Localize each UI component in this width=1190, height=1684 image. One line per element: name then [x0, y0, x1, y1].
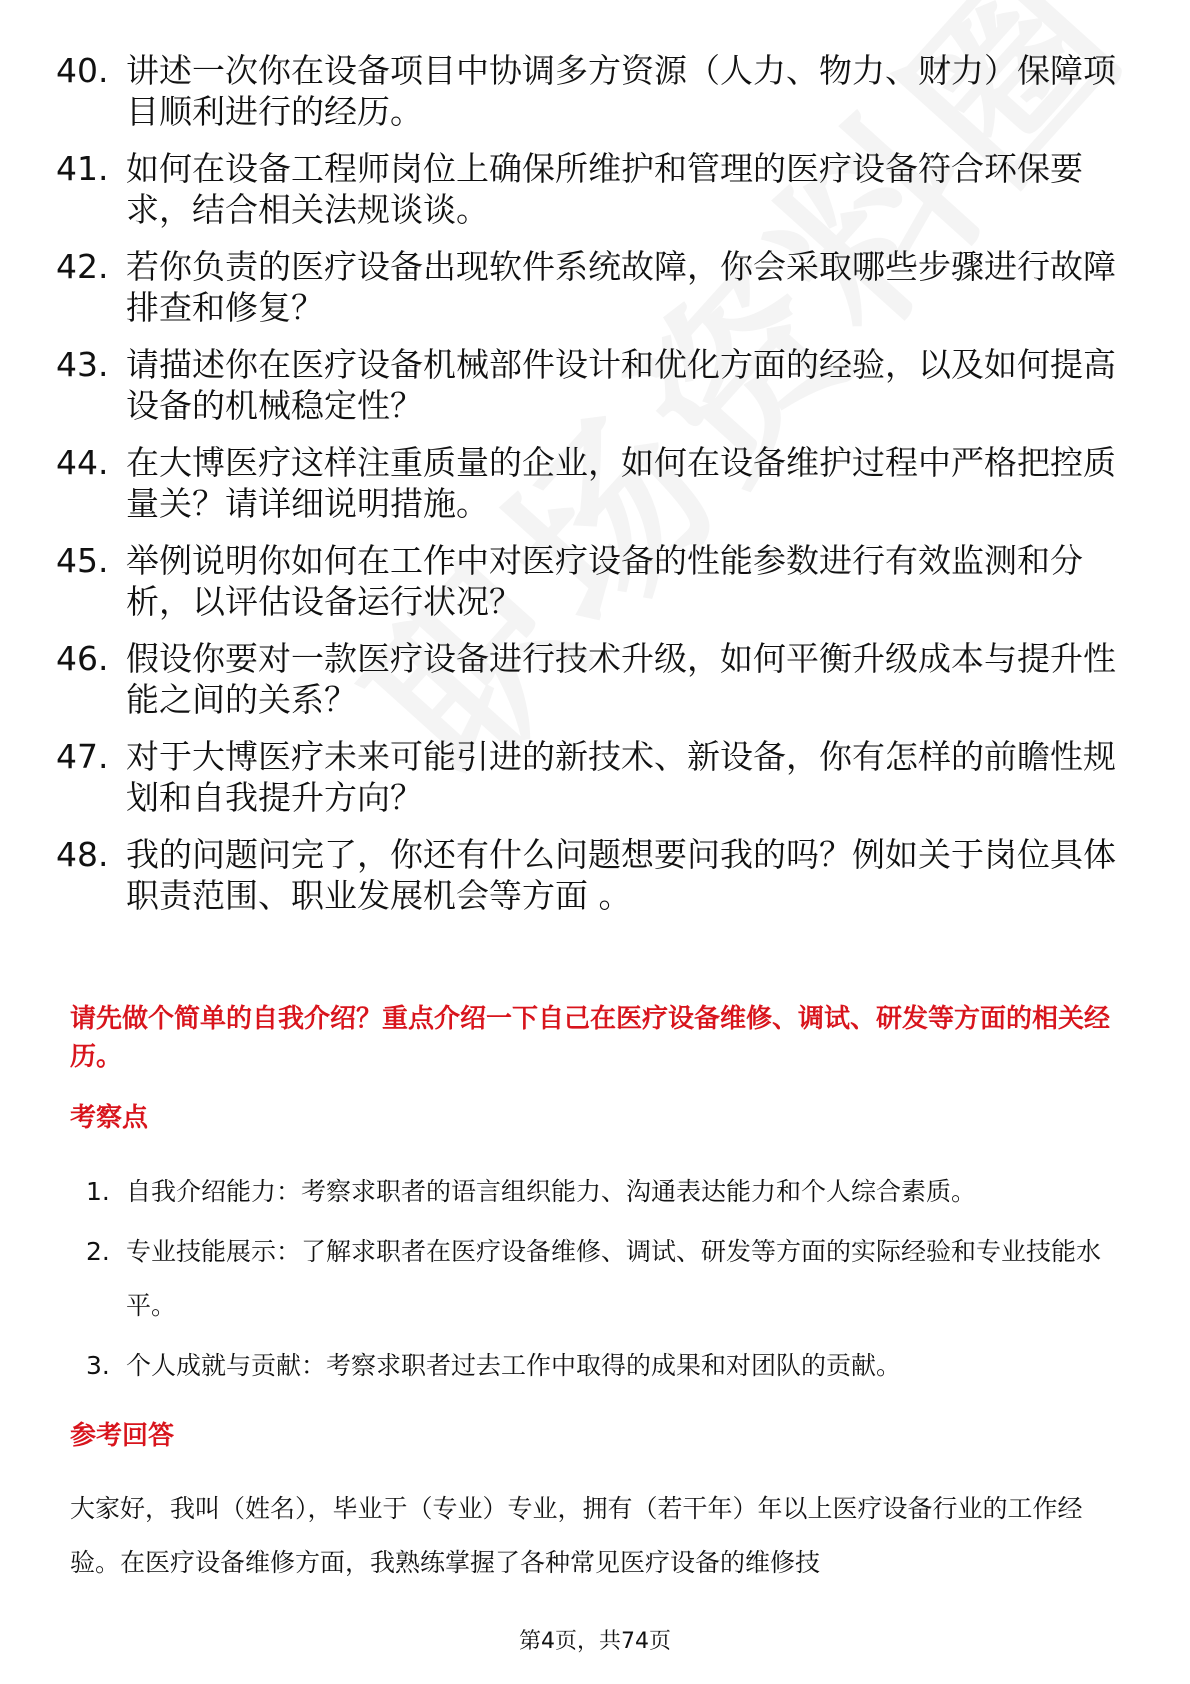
question-item — [56, 344, 1136, 426]
question-item — [56, 540, 1136, 622]
question-number: 41. — [56, 149, 109, 188]
question-text: 若你负责的医疗设备出现软件系统故障，你会采取哪些步骤进行故障排查和修复？ — [126, 247, 1116, 327]
question-text: 举例说明你如何在工作中对医疗设备的性能参数进行有效监测和分析，以评估设备运行状况？ — [126, 541, 1083, 621]
question-list — [56, 50, 1136, 932]
question-number: 43. — [56, 345, 109, 384]
question-number: 42. — [56, 247, 109, 286]
exam-point-number: 3. — [86, 1351, 110, 1380]
question-number: 45. — [56, 541, 109, 580]
question-item — [56, 148, 1136, 230]
exam-point-item — [86, 1165, 1136, 1219]
reference-answer-text: 大家好，我叫（姓名），毕业于（专业）专业，拥有（若干年）年以上医疗设备行业的工作经验。在医疗设备维修方面，我熟练掌握了各种常见医疗设备的维修技 — [70, 1494, 1083, 1577]
exam-point-text: 个人成就与贡献：考察求职者过去工作中取得的成果和对团队的贡献。 — [126, 1351, 902, 1380]
exam-points-label: 考察点 — [70, 1103, 149, 1133]
exam-point-item — [86, 1225, 1136, 1333]
question-text: 如何在设备工程师岗位上确保所维护和管理的医疗设备符合环保要求，结合相关法规谈谈。 — [126, 149, 1083, 229]
question-number: 40. — [56, 51, 109, 90]
section-question-heading: 请先做个简单的自我介绍？重点介绍一下自己在医疗设备维修、调试、研发等方面的相关经历。 — [70, 1004, 1111, 1072]
exam-point-number: 2. — [86, 1237, 110, 1266]
question-item — [56, 50, 1136, 132]
question-text: 我的问题问完了，你还有什么问题想要问我的吗？例如关于岗位具体职责范围、职业发展机会等方面 。 — [126, 835, 1116, 915]
reference-answer-label: 参考回答 — [70, 1421, 175, 1451]
question-text: 讲述一次你在设备项目中协调多方资源（人力、物力、财力）保障项目顺利进行的经历。 — [126, 51, 1116, 131]
exam-point-item — [86, 1339, 1136, 1393]
question-item — [56, 246, 1136, 328]
question-text: 请描述你在医疗设备机械部件设计和优化方面的经验，以及如何提高设备的机械稳定性？ — [126, 345, 1116, 425]
question-item — [56, 638, 1136, 720]
question-number: 47. — [56, 737, 109, 776]
exam-point-number: 1. — [86, 1177, 110, 1206]
question-item — [56, 442, 1136, 524]
exam-point-text: 自我介绍能力：考察求职者的语言组织能力、沟通表达能力和个人综合素质。 — [126, 1177, 977, 1206]
question-number: 44. — [56, 443, 109, 482]
question-text: 假设你要对一款医疗设备进行技术升级，如何平衡升级成本与提升性能之间的关系？ — [126, 639, 1116, 719]
question-number: 48. — [56, 835, 109, 874]
question-text: 在大博医疗这样注重质量的企业，如何在设备维护过程中严格把控质量关？请详细说明措施。 — [126, 443, 1116, 523]
question-item — [56, 736, 1136, 818]
exam-point-text: 专业技能展示：了解求职者在医疗设备维修、调试、研发等方面的实际经验和专业技能水平。 — [126, 1237, 1102, 1320]
page-footer: 第4页，共74页 — [519, 1629, 671, 1654]
question-item — [56, 834, 1136, 916]
question-number: 46. — [56, 639, 109, 678]
exam-points-list — [86, 1165, 1136, 1399]
question-text: 对于大博医疗未来可能引进的新技术、新设备，你有怎样的前瞻性规划和自我提升方向？ — [126, 737, 1116, 817]
